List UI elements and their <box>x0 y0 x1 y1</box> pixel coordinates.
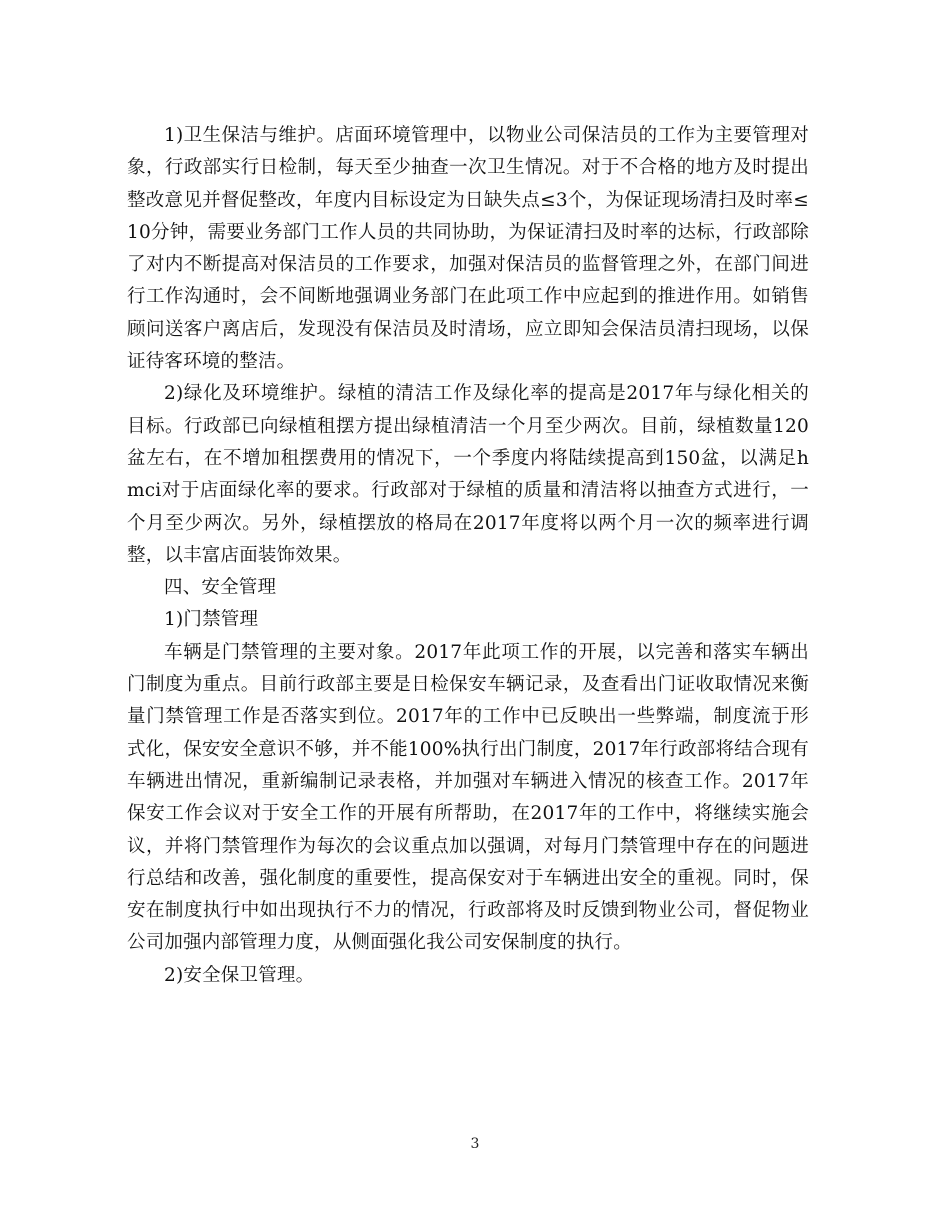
subheading-access-control: 1)门禁管理 <box>164 609 259 631</box>
paragraph-sanitation: 1)卫生保洁与维护。店面环境管理中，以物业公司保洁员的工作为主要管理对象，行政部实行日检制，每天至少抽查一次卫生情况。对于不合格的地方及时提出整改意见并督促整改，年度内目标设定为日缺失点≤3个，为保证现场清扫及时率≤10分钟，需要业务部门工作人员的共同协助，为保证清扫及时率的达标，行政部除了对内不断提高对保洁员的工作要求，加强对保洁员的监督管理之外，在部门间进行工作沟通时，会不间断地强调业务部门在此项工作中应起到的推进作用。如销售顾问送客户离店后，发现没有保洁员及时清场，应立即知会保洁员清扫现场，以保证待客环境的整洁。 <box>127 125 809 373</box>
subheading-security-guard: 2)安全保卫管理。 <box>164 964 315 986</box>
page-number: 3 <box>470 1136 480 1152</box>
document-body <box>127 120 809 992</box>
paragraph-access-control: 车辆是门禁管理的主要对象。2017年此项工作的开展，以完善和落实车辆出门制度为重点。目前行政部主要是日检保安车辆记录，及查看出门证收取情况来衡量门禁管理工作是否落实到位。2017年的工作中已反映出一些弊端，制度流于形式化，保安安全意识不够，并不能100%执行出门制度，2017年行政部将结合现有车辆进出情况，重新编制记录表格，并加强对车辆进入情况的核查工作。2017年保安工作会议对于安全工作的开展有所帮助，在2017年的工作中，将继续实施会议，并将门禁管理作为每次的会议重点加以强调，对每月门禁管理中存在的问题进行总结和改善，强化制度的重要性，提高保安对于车辆进出安全的重视。同时，保安在制度执行中如出现执行不力的情况，行政部将及时反馈到物业公司，督促物业公司加强内部管理力度，从侧面强化我公司安保制度的执行。 <box>127 641 809 954</box>
section-heading-security: 四、安全管理 <box>164 577 277 599</box>
paragraph-greening: 2)绿化及环境维护。绿植的清洁工作及绿化率的提高是2017年与绿化相关的目标。行政部已向绿植租摆方提出绿植清洁一个月至少两次。目前，绿植数量120盆左右，在不增加租摆费用的情况下，一个季度内将陆续提高到150盆，以满足hmci对于店面绿化率的要求。行政部对于绿植的质量和清洁将以抽查方式进行，一个月至少两次。另外，绿植摆放的格局在2017年度将以两个月一次的频率进行调整，以丰富店面装饰效果。 <box>127 383 809 566</box>
